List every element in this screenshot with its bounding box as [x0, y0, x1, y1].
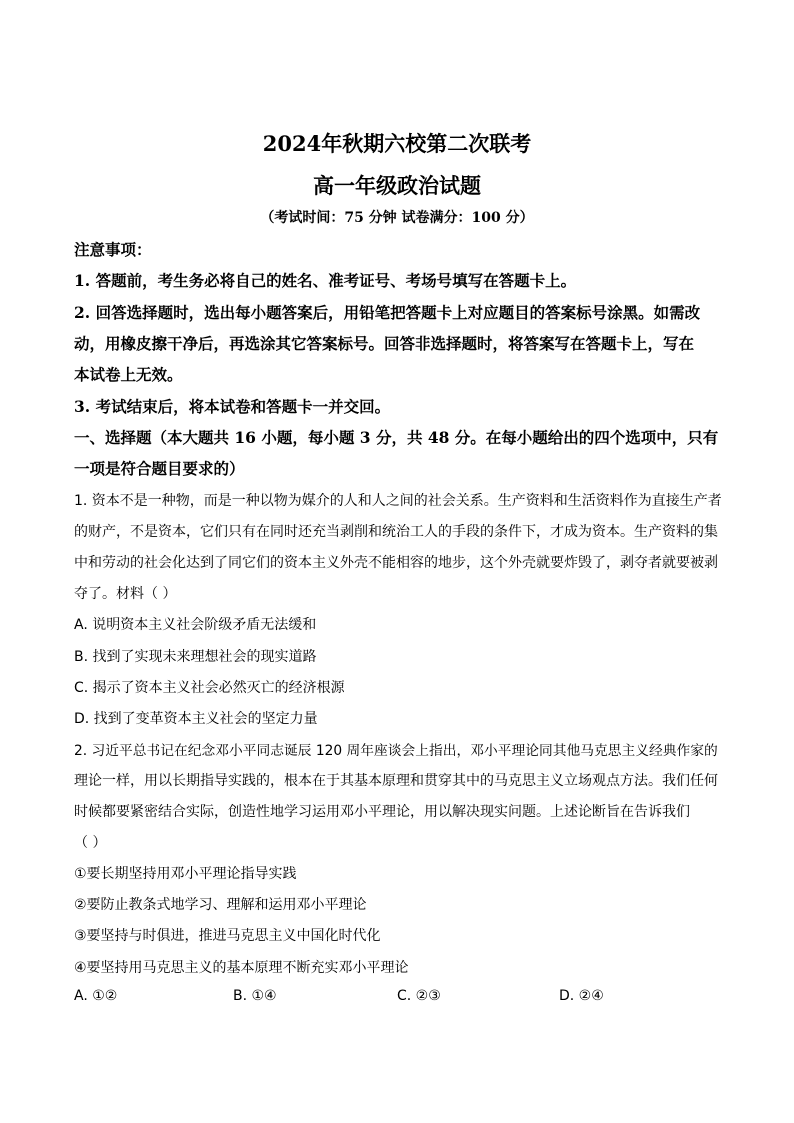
note-2-line-2: 动，用橡皮擦干净后，再选涂其它答案标号。回答非选择题时，将答案写在答题卡上，写在: [74, 334, 695, 353]
note-2-line-3: 本试卷上无效。: [74, 365, 183, 384]
notes-heading: 注意事项：: [74, 240, 152, 259]
section-heading-line-1: 一、选择题（本大题共 16 小题，每小题 3 分，共 48 分。在每小题给出的四个选项中，只有: [74, 428, 719, 447]
q2-option-a: A. ①②: [74, 988, 118, 1004]
exam-subtitle: 高一年级政治试题: [313, 173, 481, 198]
q2-stem-line-2: 理论一样，用以长期指导实践的，根本在于其基本原理和贯穿其中的马克思主义立场观点方法。我们任何: [74, 773, 718, 789]
q2-option-c: C. ②③: [397, 988, 441, 1004]
q2-option-d: D. ②④: [559, 988, 604, 1004]
q2-statement-3: ③要坚持与时俱进，推进马克思主义中国化时代化: [74, 928, 381, 944]
q1-option-d: D. 找到了变革资本主义社会的坚定力量: [74, 711, 318, 727]
q1-stem-line-2: 的财产，不是资本，它们只有在同时还充当剥削和统治工人的手段的条件下，才成为资本。生产资料的集: [74, 524, 718, 540]
q1-option-c: C. 揭示了资本主义社会必然灭亡的经济根源: [74, 680, 345, 696]
exam-title: 2024年秋期六校第二次联考: [262, 131, 532, 156]
q1-option-a: A. 说明资本主义社会阶级矛盾无法缓和: [74, 617, 317, 633]
q1-stem-line-4: 夺了。材料（ ）: [74, 586, 177, 602]
q2-stem-line-4: （ ）: [74, 835, 107, 851]
q2-option-b: B. ①④: [233, 988, 277, 1004]
q2-stem-line-3: 时候都要紧密结合实际，创造性地学习运用邓小平理论，用以解决现实问题。上述论断旨在告诉我们: [74, 804, 690, 820]
q2-statement-1: ①要长期坚持用邓小平理论指导实践: [74, 866, 297, 882]
q2-stem-line-1: 2. 习近平总书记在纪念邓小平同志诞辰 120 周年座谈会上指出，邓小平理论同其他马克思主义经典作家的: [74, 743, 718, 759]
q2-statement-2: ②要防止教条式地学习、理解和运用邓小平理论: [74, 897, 367, 913]
section-heading-line-2: 一项是符合题目要求的）: [74, 459, 245, 478]
note-2-line-1: 2. 回答选择题时，选出每小题答案后，用铅笔把答题卡上对应题目的答案标号涂黑。如需改: [74, 303, 701, 322]
q1-stem-line-3: 中和劳动的社会化达到了同它们的资本主义外壳不能相容的地步，这个外壳就要炸毁了，剥夺者就要被剥: [74, 555, 718, 571]
q1-stem-line-1: 1. 资本不是一种物，而是一种以物为媒介的人和人之间的社会关系。生产资料和生活资料作为直接生产者: [74, 493, 722, 509]
q1-option-b: B. 找到了实现未来理想社会的现实道路: [74, 649, 317, 665]
q2-statement-4: ④要坚持用马克思主义的基本原理不断充实邓小平理论: [74, 960, 409, 976]
note-1: 1. 答题前，考生务必将自己的姓名、准考证号、考场号填写在答题卡上。: [74, 271, 577, 290]
note-3: 3. 考试结束后，将本试卷和答题卡一并交回。: [74, 397, 391, 416]
exam-info: （考试时间：75 分钟 试卷满分：100 分）: [260, 210, 534, 226]
